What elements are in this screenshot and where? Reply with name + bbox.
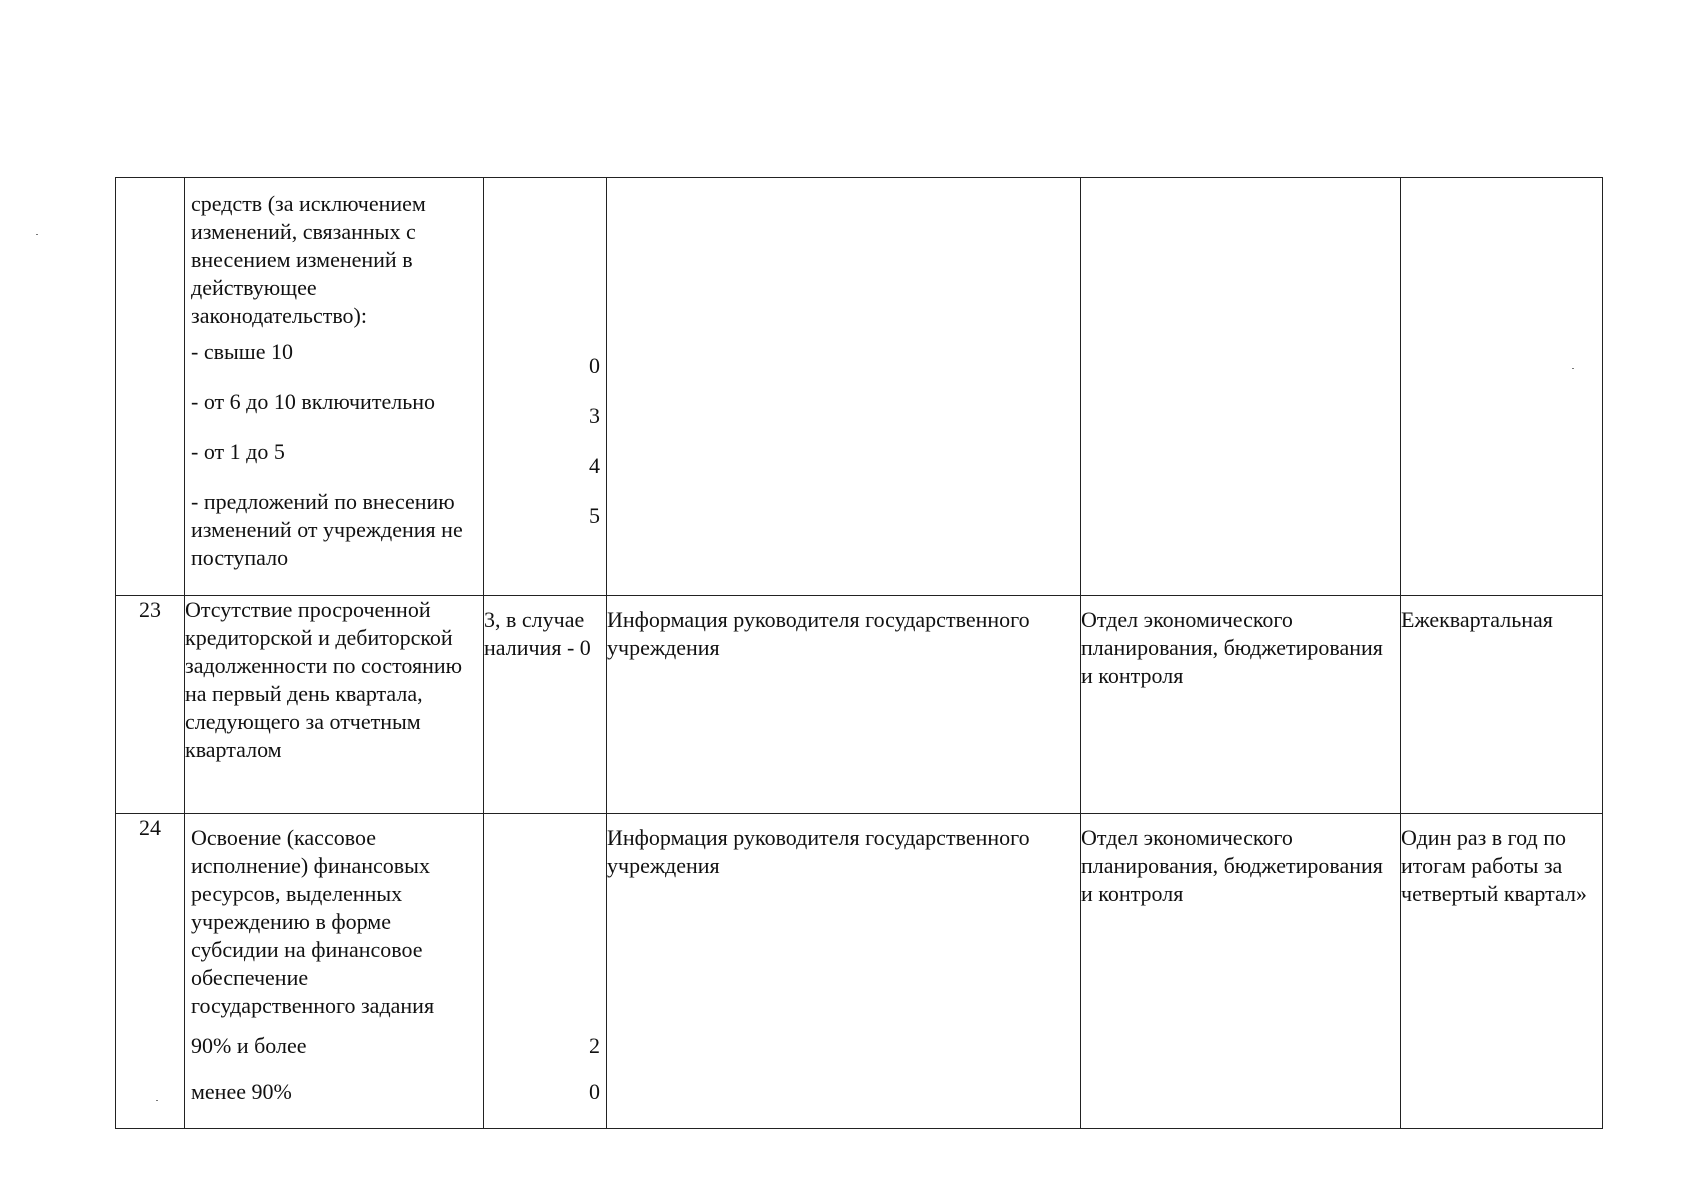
table-row <box>116 178 1603 596</box>
indicator-intro: средств (за исключением изменений, связанных с внесением изменений в действующее законодательство): <box>191 191 426 328</box>
option-score: 2 <box>589 1033 600 1058</box>
source-cell <box>607 596 1081 814</box>
option-score: 0 <box>589 353 600 378</box>
periodicity-text: Ежеквартальная <box>1401 607 1553 632</box>
option-label: 90% и более <box>191 1033 307 1058</box>
option-score: 0 <box>589 1079 600 1104</box>
responsible-cell <box>1081 178 1401 596</box>
option-label: - от 6 до 10 включительно <box>191 389 435 414</box>
source-text: Информация руководителя государственного учреждения <box>607 607 1030 660</box>
option-label: - от 1 до 5 <box>191 439 285 464</box>
row-number: 24 <box>139 815 161 840</box>
option-label: - предложений по внесению изменений от учреждения не поступало <box>191 489 463 570</box>
scan-speck <box>1572 368 1574 369</box>
criteria-table <box>115 177 1603 1129</box>
option-score: 4 <box>589 453 600 478</box>
responsible-cell <box>1081 814 1401 1129</box>
indicator-text: Отсутствие просроченной кредиторской и дебиторской задолженности по состоянию на первый день квартала, следующего за отчетным кварталом <box>185 597 463 762</box>
score-text: 3, в случае наличия - 0 <box>484 607 591 660</box>
indicator-cell <box>185 178 484 596</box>
responsible-cell <box>1081 596 1401 814</box>
table-row <box>116 596 1603 814</box>
option-label: - свыше 10 <box>191 339 293 364</box>
score-cell <box>484 178 607 596</box>
responsible-text: Отдел экономического планирования, бюджетирования и контроля <box>1081 607 1383 688</box>
periodicity-cell <box>1401 178 1603 596</box>
option-score: 5 <box>589 503 600 528</box>
periodicity-cell <box>1401 814 1603 1129</box>
indicator-cell <box>185 814 484 1129</box>
source-text: Информация руководителя государственного учреждения <box>607 825 1030 878</box>
row-number: 23 <box>139 597 161 622</box>
row-number-cell <box>116 178 185 596</box>
indicator-cell <box>185 596 484 814</box>
row-number-cell <box>116 814 185 1129</box>
periodicity-cell <box>1401 596 1603 814</box>
row-number-cell <box>116 596 185 814</box>
source-cell <box>607 178 1081 596</box>
option-score: 3 <box>589 403 600 428</box>
periodicity-text: Один раз в год по итогам работы за четвертый квартал» <box>1401 825 1587 906</box>
scan-speck <box>156 1100 158 1101</box>
score-cell <box>484 814 607 1129</box>
scan-speck <box>36 234 38 235</box>
source-cell <box>607 814 1081 1129</box>
responsible-text: Отдел экономического планирования, бюджетирования и контроля <box>1081 825 1383 906</box>
score-cell <box>484 596 607 814</box>
indicator-text: Освоение (кассовое исполнение) финансовых ресурсов, выделенных учреждению в форме субсидии на финансовое обеспечение государственного задания <box>191 825 435 1018</box>
table-row <box>116 814 1603 1129</box>
option-label: менее 90% <box>191 1079 292 1104</box>
